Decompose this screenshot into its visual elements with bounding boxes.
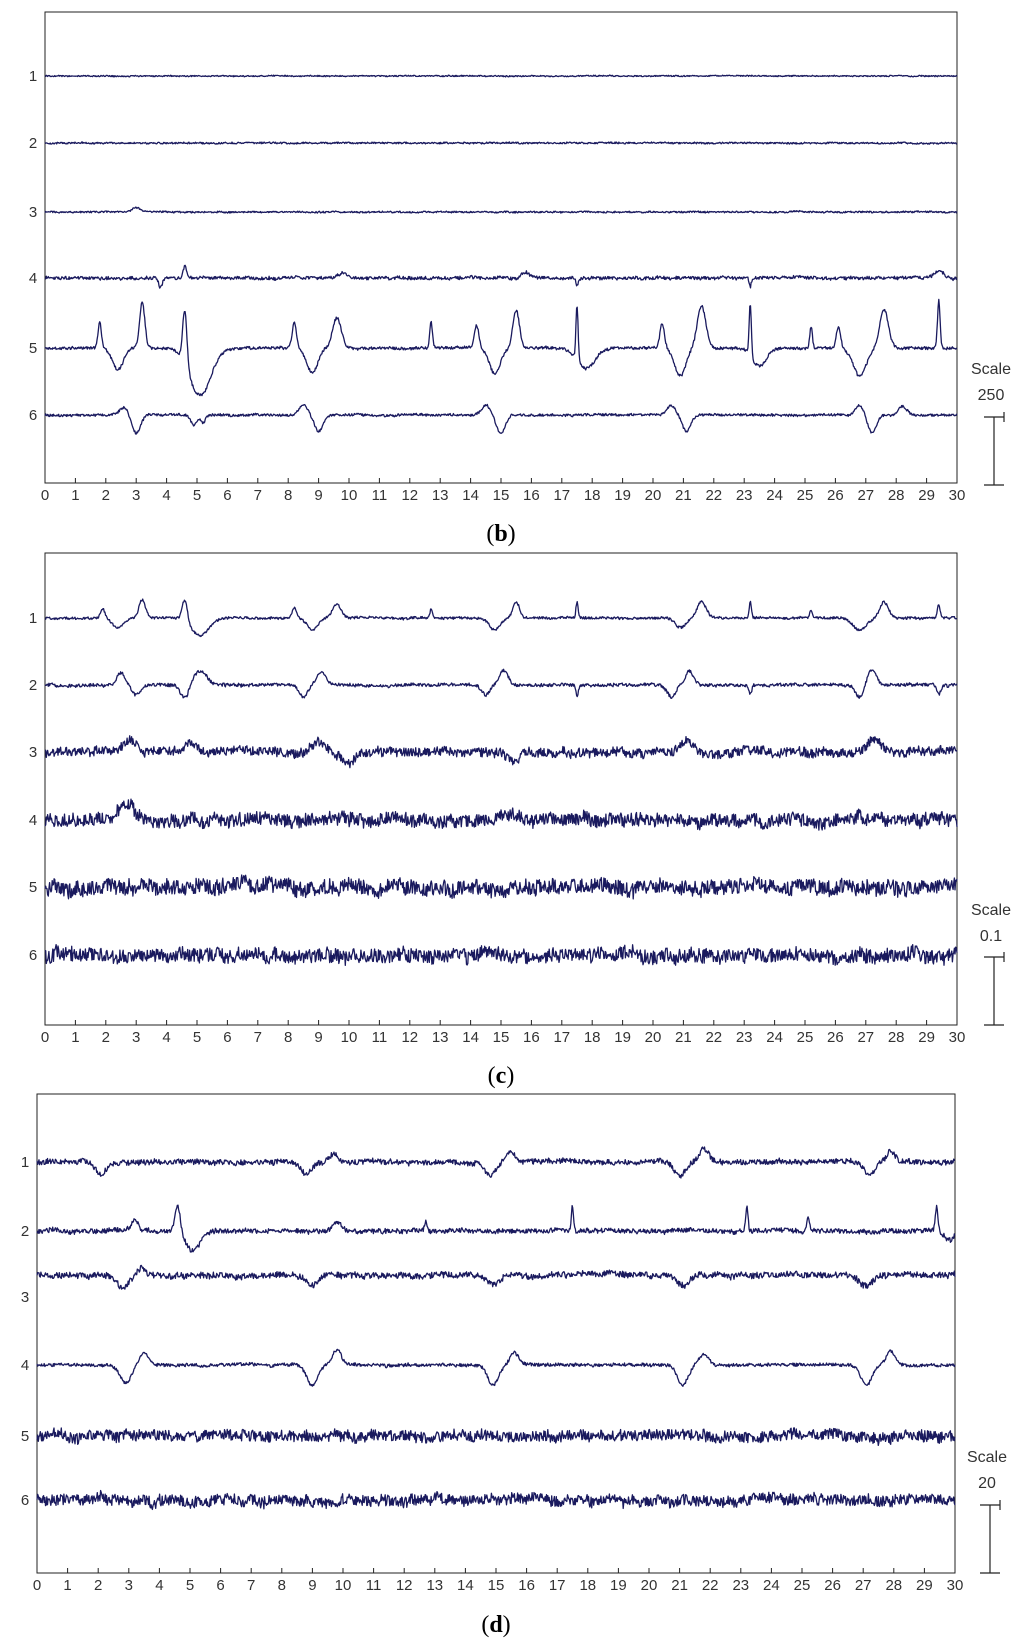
x-tick-label: 28 bbox=[887, 1029, 905, 1046]
x-tick-label: 29 bbox=[918, 1029, 935, 1046]
x-tick-label: 2 bbox=[101, 487, 110, 504]
x-tick-label: 20 bbox=[640, 1577, 658, 1594]
x-tick-label: 22 bbox=[705, 1029, 723, 1046]
x-tick-label: 6 bbox=[223, 487, 232, 504]
x-tick-label: 4 bbox=[162, 487, 171, 504]
x-tick-label: 4 bbox=[155, 1577, 164, 1594]
x-tick-label: 19 bbox=[610, 1577, 627, 1594]
x-tick-label: 10 bbox=[334, 1577, 352, 1594]
channel-label: 2 bbox=[20, 1223, 30, 1240]
channel-trace-1 bbox=[37, 1147, 955, 1178]
channel-trace-3 bbox=[37, 1265, 955, 1289]
x-tick-label: 15 bbox=[492, 487, 510, 504]
scale-bar bbox=[984, 412, 1004, 485]
channel-label: 3 bbox=[20, 1289, 30, 1306]
x-tick-label: 25 bbox=[796, 1029, 814, 1046]
x-tick-label: 0 bbox=[40, 487, 50, 504]
x-tick-label: 16 bbox=[523, 487, 540, 504]
x-tick-label: 0 bbox=[40, 1029, 50, 1046]
x-tick-label: 18 bbox=[579, 1577, 597, 1594]
x-tick-label: 10 bbox=[340, 1029, 358, 1046]
scale-bar bbox=[984, 952, 1004, 1025]
x-tick-label: 21 bbox=[675, 487, 692, 504]
x-tick-label: 26 bbox=[827, 487, 844, 504]
x-tick-label: 10 bbox=[340, 487, 358, 504]
x-tick-label: 21 bbox=[671, 1577, 688, 1594]
channel-label: 4 bbox=[28, 812, 38, 829]
x-tick-label: 17 bbox=[553, 487, 571, 504]
channel-trace-2 bbox=[45, 669, 957, 698]
x-tick-label: 1 bbox=[63, 1577, 72, 1594]
x-tick-label: 30 bbox=[946, 1577, 964, 1594]
channel-trace-1 bbox=[45, 599, 957, 636]
channel-label: 6 bbox=[28, 407, 38, 424]
x-tick-label: 12 bbox=[401, 1029, 419, 1046]
channel-trace-1 bbox=[45, 75, 957, 77]
x-tick-label: 13 bbox=[431, 487, 449, 504]
x-tick-label: 17 bbox=[553, 1029, 571, 1046]
channel-label: 4 bbox=[20, 1357, 30, 1374]
channel-trace-2 bbox=[37, 1205, 955, 1252]
x-tick-label: 7 bbox=[253, 487, 262, 504]
channel-label: 1 bbox=[20, 1154, 30, 1171]
channel-label: 2 bbox=[28, 135, 38, 152]
x-tick-label: 27 bbox=[857, 487, 875, 504]
channel-trace-4 bbox=[37, 1349, 955, 1386]
x-tick-label: 19 bbox=[614, 487, 631, 504]
channel-label: 5 bbox=[20, 1428, 30, 1445]
x-tick-label: 7 bbox=[253, 1029, 262, 1046]
scale-value: 20 bbox=[978, 1475, 996, 1492]
channel-label: 3 bbox=[28, 204, 38, 221]
x-tick-label: 11 bbox=[371, 487, 388, 504]
x-tick-label: 25 bbox=[796, 487, 814, 504]
channel-trace-6 bbox=[45, 945, 957, 966]
plot-frame bbox=[45, 12, 957, 483]
x-tick-label: 14 bbox=[462, 1029, 479, 1046]
scale-value: 0.1 bbox=[979, 928, 1003, 945]
x-tick-label: 30 bbox=[948, 487, 966, 504]
x-tick-label: 8 bbox=[277, 1577, 286, 1594]
channel-label: 3 bbox=[28, 744, 38, 761]
channel-trace-5 bbox=[37, 1428, 955, 1446]
x-tick-label: 2 bbox=[101, 1029, 110, 1046]
channel-trace-6 bbox=[37, 1491, 955, 1510]
panel-b bbox=[29, 12, 1011, 547]
channel-trace-6 bbox=[45, 404, 957, 434]
x-tick-label: 19 bbox=[614, 1029, 631, 1046]
x-tick-label: 5 bbox=[192, 487, 202, 504]
channel-trace-2 bbox=[45, 142, 957, 144]
channel-label: 6 bbox=[20, 1492, 30, 1509]
channel-label: 1 bbox=[28, 610, 38, 627]
x-tick-label: 29 bbox=[916, 1577, 933, 1594]
x-tick-label: 24 bbox=[766, 487, 783, 504]
channel-label: 5 bbox=[28, 340, 38, 357]
x-tick-label: 8 bbox=[284, 1029, 293, 1046]
x-tick-label: 8 bbox=[284, 487, 293, 504]
x-tick-label: 24 bbox=[763, 1577, 780, 1594]
x-tick-label: 30 bbox=[948, 1029, 966, 1046]
x-tick-label: 27 bbox=[854, 1577, 872, 1594]
scale-label: Scale bbox=[970, 902, 1012, 919]
x-tick-label: 23 bbox=[735, 487, 753, 504]
x-tick-label: 4 bbox=[162, 1029, 171, 1046]
x-tick-label: 11 bbox=[365, 1577, 382, 1594]
x-tick-label: 12 bbox=[401, 487, 419, 504]
scale-label: Scale bbox=[970, 361, 1012, 378]
channel-label: 6 bbox=[28, 947, 38, 964]
channel-trace-5 bbox=[45, 875, 957, 899]
panel-c bbox=[29, 553, 1011, 1089]
x-tick-label: 17 bbox=[548, 1577, 566, 1594]
panel-caption: (d) bbox=[481, 1612, 511, 1638]
x-tick-label: 14 bbox=[457, 1577, 474, 1594]
panel-caption: (c) bbox=[487, 1063, 515, 1089]
x-tick-label: 9 bbox=[308, 1577, 317, 1594]
x-tick-label: 5 bbox=[185, 1577, 195, 1594]
panel-d bbox=[21, 1094, 1007, 1638]
channel-label: 2 bbox=[28, 677, 38, 694]
x-tick-label: 26 bbox=[824, 1577, 841, 1594]
x-tick-label: 3 bbox=[132, 1029, 141, 1046]
channel-trace-4 bbox=[45, 799, 957, 830]
x-tick-label: 16 bbox=[523, 1029, 540, 1046]
x-tick-label: 28 bbox=[885, 1577, 903, 1594]
scale-label: Scale bbox=[966, 1449, 1008, 1466]
x-tick-label: 27 bbox=[857, 1029, 875, 1046]
x-tick-label: 21 bbox=[675, 1029, 692, 1046]
x-tick-label: 15 bbox=[487, 1577, 505, 1594]
x-tick-label: 6 bbox=[223, 1029, 232, 1046]
x-tick-label: 23 bbox=[732, 1577, 750, 1594]
x-tick-label: 0 bbox=[32, 1577, 42, 1594]
x-tick-label: 1 bbox=[71, 1029, 80, 1046]
panel-caption: (b) bbox=[486, 521, 516, 547]
x-tick-label: 6 bbox=[216, 1577, 225, 1594]
x-tick-label: 29 bbox=[918, 487, 935, 504]
channel-label: 5 bbox=[28, 879, 38, 896]
x-tick-label: 22 bbox=[705, 487, 723, 504]
x-tick-label: 16 bbox=[518, 1577, 535, 1594]
x-tick-label: 1 bbox=[71, 487, 80, 504]
x-tick-label: 20 bbox=[644, 487, 662, 504]
channel-trace-5 bbox=[45, 299, 957, 395]
scale-bar bbox=[980, 1500, 1000, 1573]
x-tick-label: 13 bbox=[431, 1029, 449, 1046]
x-tick-label: 2 bbox=[94, 1577, 103, 1594]
x-tick-label: 9 bbox=[314, 1029, 323, 1046]
x-tick-label: 14 bbox=[462, 487, 479, 504]
channel-label: 4 bbox=[28, 270, 38, 287]
x-tick-label: 12 bbox=[395, 1577, 413, 1594]
x-tick-label: 18 bbox=[583, 487, 601, 504]
x-tick-label: 22 bbox=[701, 1577, 719, 1594]
x-tick-label: 7 bbox=[247, 1577, 256, 1594]
x-tick-label: 9 bbox=[314, 487, 323, 504]
x-tick-label: 28 bbox=[887, 487, 905, 504]
channel-trace-3 bbox=[45, 736, 957, 768]
x-tick-label: 26 bbox=[827, 1029, 844, 1046]
x-tick-label: 20 bbox=[644, 1029, 662, 1046]
channel-trace-3 bbox=[45, 207, 957, 213]
x-tick-label: 23 bbox=[735, 1029, 753, 1046]
x-tick-label: 24 bbox=[766, 1029, 783, 1046]
x-tick-label: 3 bbox=[124, 1577, 133, 1594]
scale-value: 250 bbox=[977, 387, 1005, 404]
channel-label: 1 bbox=[28, 68, 38, 85]
x-tick-label: 5 bbox=[192, 1029, 202, 1046]
x-tick-label: 3 bbox=[132, 487, 141, 504]
channel-trace-4 bbox=[45, 265, 957, 288]
x-tick-label: 25 bbox=[793, 1577, 811, 1594]
x-tick-label: 18 bbox=[583, 1029, 601, 1046]
x-tick-label: 15 bbox=[492, 1029, 510, 1046]
x-tick-label: 13 bbox=[426, 1577, 444, 1594]
x-tick-label: 11 bbox=[371, 1029, 388, 1046]
